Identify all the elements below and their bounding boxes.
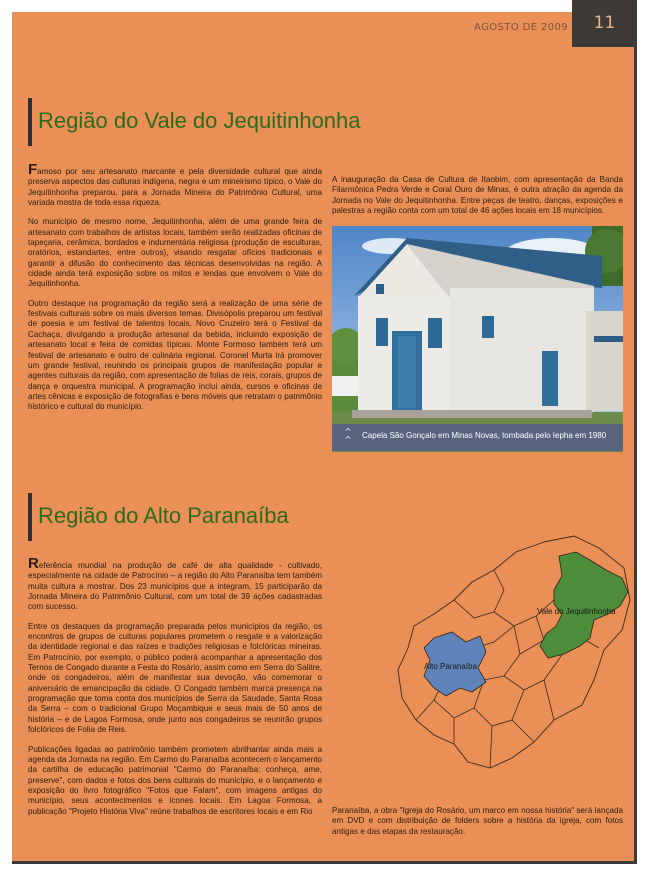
paragraph: No município de mesmo nome, Jequitinhonha, além de uma grande feira de artesanato com trabalhos de artistas locais, também serão realizadas oficinas de tapeçaria, cerâmica, bordados e indumentária religiosa (produção de esculturas, oratórios, estandartes, entre outros), visando resgatar ofícios tradicionais e garantir a difusão do conhecimento das técnicas desenvolvidas na região. A cidade ainda terá exposição sobre os mitos e lendas que envolvem o Vale do Jequitinhonha. bbox=[28, 217, 322, 289]
regions-map bbox=[394, 530, 634, 785]
section1-right-column bbox=[332, 175, 623, 225]
camera-icon: ^ ^ bbox=[344, 427, 352, 444]
section-marker bbox=[28, 493, 32, 541]
photo-caption: Capela São Gonçalo em Minas Novas, tombada pelo Iepha em 1980 bbox=[362, 431, 607, 440]
section1-left-column bbox=[28, 161, 322, 422]
paragraph: Outro destaque na programação da região será a realização de uma série de festivais culturais sobre os mais diversos temas. Divisópolis preparou um festival de poesia e um festival de talentos locais. Novo Cruzeiro terá o Festival da Cachaça, divulgando a produção artesanal da bebida, incluindo exposição de artesanato local e feira de comidas típicas. Monte Formoso também terá um festival de artesanato e outro de culinária regional. Coronel Murta irá promover um grande festival, reunindo os principais grupos de manifestação popular e agentes culturais da região, com apresentação de folias de reis, corais, grupos de dança e orquestra municipal. A programação inclui ainda, cursos e oficinas de artes cênicas e exposição de fotografias e bens móveis que retratam o patrimônio histórico e cultural do município. bbox=[28, 298, 322, 412]
paragraph-text: amoso por seu artesanato marcante e pela diversidade cultural que ainda preserva aspectos das culturas indígena, negra e um mineirismo típico, o Vale do Jequitinhonha preparou, para a Jornada Mineira do Patrimônio Cultural, uma variada mostra de toda essa riqueza. bbox=[28, 167, 322, 208]
paragraph-text: eferência mundial na produção de café de alta qualidade - cultivado, especialmente na cidade de Patrocínio – a região do Alto Paranaíba tem também muita cultura a mostrar. Dos 23 municípios que a integram, 15 participarão da Jornada Mineira do Patrimônio Cultural, com um total de 39 ações cadastradas com sucesso. bbox=[28, 561, 322, 612]
section2-left-column bbox=[28, 555, 322, 826]
dropcap: R bbox=[28, 555, 39, 572]
vale-jequitinhonha-region bbox=[540, 552, 628, 658]
paragraph: Entre os destaques da programação preparada pelos municípios da região, os encontros de grupos de culturas populares prometem o resgate e a valorização da identidade regional e das raízes e tradições religiosas e folclóricas mineiras. Em Patrocínio, por exemplo, o público poderá acompanhar a apresentação dos Ternos de Congado durante a Festa do Rosário, assim como em Serra do Salitre, onde os congadeiros, além de manifestar sua devoção, vão comemorar o aniversário de emancipação da cidade. O Congado também marca presença na programação que toma conta dos municípios de Serra da Saudade, Santa Rosa da Serra – com o tradicional Grupo Moçambique e seus mais de 50 anos de história – e de Lagoa Formosa, onde junto aos congadeiros se reunirão grupos folclóricos de Folia de Reis. bbox=[28, 621, 322, 735]
map-label-vale: Vale do Jequitinhonha bbox=[537, 607, 616, 616]
chapel-photo bbox=[332, 226, 623, 452]
section-marker bbox=[28, 98, 32, 146]
map-label-alto: Alto Paranaíba bbox=[424, 662, 477, 671]
page-number: 11 bbox=[572, 0, 637, 47]
paragraph bbox=[28, 555, 322, 613]
paragraph: Paranaíba, a obra "Igreja do Rosário, um marco em nossa história" será lançada em DVD e com distribuição de folders sobre a história da igreja, com fotos antigas e das etapas da restauração. bbox=[332, 806, 623, 836]
dropcap: F bbox=[28, 161, 38, 178]
paragraph bbox=[28, 161, 322, 208]
issue-date: AGOSTO DE 2009 bbox=[474, 22, 569, 33]
paragraph: A inauguração da Casa de Cultura de Itaobim, com apresentação da Banda Filarmônica Pedra Verde e Coral Ouro de Minas, é outra atração da agenda da Jornada no Vale do Jequitinhonha. Entre peças de teatro, danças, exposições e palestras a região conta com um total de 46 ações locais em 18 municípios. bbox=[332, 175, 623, 216]
section-title-alto: Região do Alto Paranaíba bbox=[38, 503, 289, 528]
section2-right-column bbox=[332, 806, 623, 846]
paragraph: Publicações ligadas ao patrimônio também prometem abrilhantar ainda mais a agenda da Jornada na região. Em Carmo do Paranaíba acontecem o lançamento da cartilha de educação patrimonial "Carmo do Paranaíba: conheça, ame, preserve", com dados e fotos dos bens culturais do município, e o lançamento e exposição do livro fotográfico "Fotos que Falam", com imagens antigas do município, seus acontecimentos e ícones locais. Em Lagoa Formosa, a publicação "Projeto História Viva" reúne trabalhos de escritores locais e em Rio bbox=[28, 744, 322, 816]
section-title-vale: Região do Vale do Jequitinhonha bbox=[38, 108, 361, 133]
